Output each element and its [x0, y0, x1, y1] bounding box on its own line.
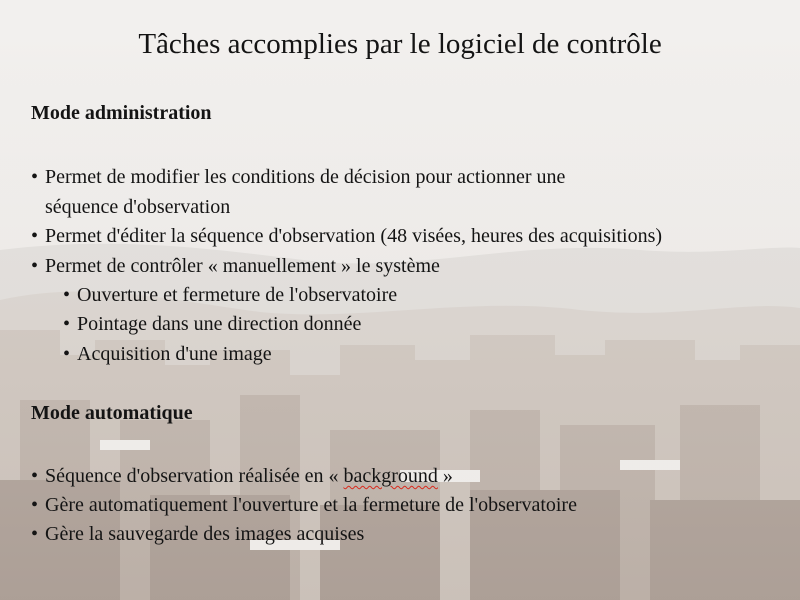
bullet-icon: • — [31, 255, 39, 277]
bullet-item — [31, 463, 453, 489]
bullet-icon: • — [31, 494, 39, 516]
bullet-item — [31, 492, 577, 518]
bullet-text: Gère automatiquement l'ouverture et la fermeture de l'observatoire — [45, 494, 577, 516]
section-heading-administration: Mode administration — [31, 102, 212, 124]
bullet-item — [31, 521, 364, 547]
bullet-item — [31, 223, 662, 249]
bullet-text: Permet de contrôler « manuellement » le système — [45, 255, 440, 277]
sub-bullet-item — [63, 311, 361, 337]
bullet-icon: • — [63, 284, 71, 306]
spellcheck-flagged-word: background — [343, 465, 438, 487]
bullet-icon: • — [31, 225, 39, 247]
bullet-text: séquence d'observation — [45, 196, 231, 218]
sub-bullet-item — [63, 282, 397, 308]
bullet-icon: • — [31, 166, 39, 188]
slide-title: Tâches accomplies par le logiciel de contrôle — [138, 28, 662, 60]
bullet-text: Pointage dans une direction donnée — [77, 313, 362, 335]
bullet-text-prefix: Séquence d'observation réalisée en « — [45, 465, 344, 487]
bullet-icon: • — [31, 523, 39, 545]
bullet-icon: • — [63, 343, 71, 365]
bullet-item-continuation — [31, 194, 230, 220]
bullet-icon: • — [63, 313, 71, 335]
bullet-text: Ouverture et fermeture de l'observatoire — [77, 284, 398, 306]
bullet-icon: • — [31, 465, 39, 487]
sub-bullet-item — [63, 341, 272, 367]
bullet-item — [31, 164, 565, 190]
bullet-text: Permet de modifier les conditions de décision pour actionner une — [45, 166, 566, 188]
bullet-text-suffix: » — [437, 465, 453, 487]
bullet-item — [31, 253, 440, 279]
bullet-text: Permet d'éditer la séquence d'observation (48 visées, heures des acquisitions) — [45, 225, 663, 247]
bullet-text: Gère la sauvegarde des images acquises — [45, 523, 365, 545]
bullet-text: Acquisition d'une image — [77, 343, 272, 365]
section-heading-automatique: Mode automatique — [31, 402, 193, 424]
